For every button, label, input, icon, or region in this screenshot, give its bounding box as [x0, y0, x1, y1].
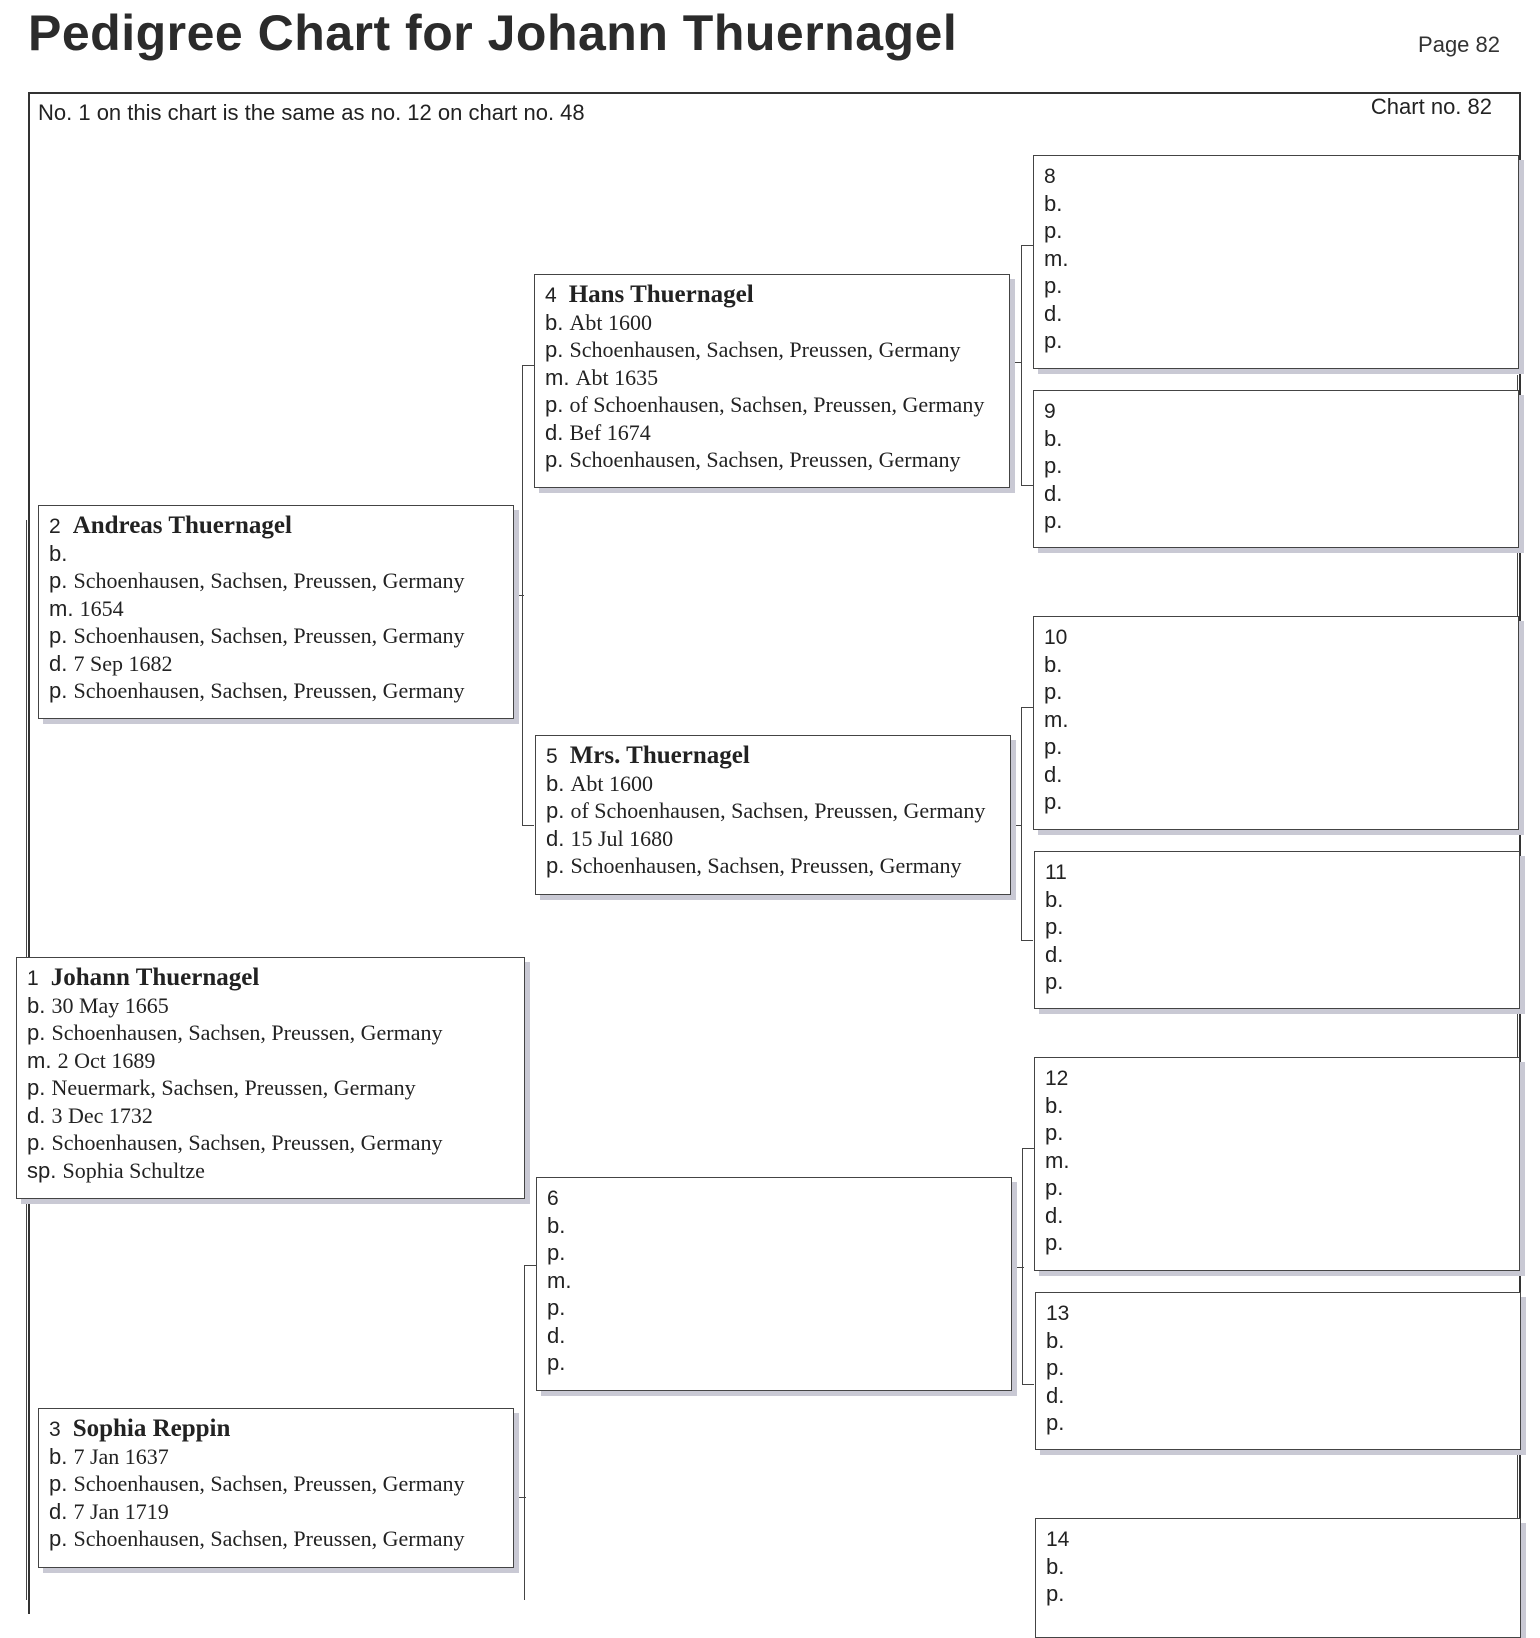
person-fact-row	[1046, 1354, 1520, 1382]
person-fact-row	[1046, 1580, 1520, 1608]
connector-line	[1021, 940, 1033, 941]
person-box-2[interactable]	[38, 505, 514, 719]
fact-label: m.	[1045, 1147, 1070, 1173]
fact-value: 30 May 1665	[51, 992, 169, 1018]
person-fact-row	[27, 1102, 524, 1130]
fact-label: b.	[1044, 651, 1063, 677]
person-fact-row	[1046, 1409, 1520, 1437]
fact-label: p.	[547, 1295, 566, 1320]
person-name: Mrs. Thuernagel	[569, 742, 750, 769]
person-fact-row	[1045, 886, 1519, 914]
fact-label: d.	[546, 825, 565, 851]
person-fact-row	[1044, 733, 1518, 761]
person-header	[1044, 623, 1518, 651]
person-fact-row	[1045, 1174, 1519, 1202]
connector-line	[1021, 485, 1033, 486]
person-number: 13	[1046, 1302, 1070, 1325]
person-fact-row	[49, 622, 513, 650]
person-fact-row	[1045, 1092, 1519, 1120]
fact-label: d.	[1046, 1382, 1065, 1408]
person-number: 2	[49, 515, 61, 538]
person-box-10[interactable]	[1033, 616, 1519, 830]
person-fact-row	[546, 825, 1010, 853]
fact-label: p.	[49, 1471, 68, 1496]
person-box-8[interactable]	[1033, 155, 1519, 369]
connector-line	[1010, 362, 1022, 363]
person-fact-row	[1046, 1553, 1520, 1581]
fact-value: Schoenhausen, Sachsen, Preussen, Germany	[569, 447, 961, 472]
fact-value: Schoenhausen, Sachsen, Preussen, Germany	[73, 623, 465, 648]
person-fact-row	[27, 1074, 524, 1102]
fact-label: p.	[1044, 734, 1063, 759]
person-box-14[interactable]	[1035, 1518, 1521, 1638]
connector-line	[1010, 825, 1022, 826]
fact-label: b.	[1044, 190, 1063, 216]
fact-label: m.	[545, 364, 570, 390]
connector-line	[522, 365, 534, 366]
chart-number: Chart no. 82	[1370, 94, 1492, 119]
person-number: 5	[546, 745, 558, 768]
person-number: 11	[1045, 861, 1067, 884]
fact-value: 1654	[79, 595, 124, 621]
person-header	[49, 512, 513, 540]
person-fact-row	[27, 992, 524, 1020]
person-fact-row	[1044, 651, 1518, 679]
fact-label: d.	[1044, 300, 1063, 326]
fact-label: p.	[27, 1020, 46, 1045]
person-fact-row	[1044, 761, 1518, 789]
person-fact-row	[545, 364, 1009, 392]
person-header	[1045, 1064, 1519, 1092]
person-box-12[interactable]	[1034, 1057, 1520, 1271]
fact-value: 7 Jan 1637	[73, 1443, 169, 1469]
fact-label: d.	[49, 650, 68, 676]
person-header	[545, 281, 1009, 309]
fact-value: Schoenhausen, Sachsen, Preussen, Germany	[73, 1526, 465, 1551]
fact-label: p.	[546, 798, 565, 823]
person-header	[546, 742, 1010, 770]
fact-label: sp.	[27, 1157, 57, 1183]
fact-value: Sophia Schultze	[62, 1157, 205, 1183]
person-box-3[interactable]	[38, 1408, 514, 1568]
person-number: 1	[27, 967, 39, 990]
fact-label: d.	[545, 419, 564, 445]
person-fact-row	[27, 1129, 524, 1157]
fact-label: m.	[49, 595, 74, 621]
person-header	[1044, 162, 1518, 190]
fact-label: p.	[1044, 218, 1063, 243]
fact-label: d.	[1044, 480, 1063, 506]
person-fact-row	[49, 595, 513, 623]
person-number: 14	[1046, 1528, 1070, 1551]
fact-value: Schoenhausen, Sachsen, Preussen, Germany	[73, 678, 465, 703]
person-fact-row	[49, 1443, 513, 1471]
connector-line	[1022, 1148, 1034, 1149]
connector-line	[1022, 1148, 1023, 1384]
fact-label: p.	[1044, 273, 1063, 298]
person-header	[27, 964, 524, 992]
connector-line	[1517, 1010, 1518, 1060]
person-box-9[interactable]	[1033, 390, 1519, 548]
fact-label: d.	[1044, 761, 1063, 787]
person-fact-row	[547, 1349, 1011, 1377]
fact-label: d.	[547, 1322, 566, 1348]
fact-label: p.	[545, 337, 564, 362]
person-fact-row	[27, 1019, 524, 1047]
connector-line	[1021, 245, 1022, 485]
fact-label: m.	[27, 1047, 52, 1073]
person-header	[1046, 1525, 1520, 1553]
fact-label: m.	[1044, 706, 1069, 732]
person-name: Andreas Thuernagel	[72, 512, 292, 539]
person-fact-row	[1045, 941, 1519, 969]
person-header	[1046, 1299, 1520, 1327]
fact-value: Schoenhausen, Sachsen, Preussen, Germany	[569, 337, 961, 362]
connector-line	[524, 1265, 525, 1600]
fact-label: p.	[1045, 914, 1064, 939]
fact-label: p.	[27, 1075, 46, 1100]
fact-value: of Schoenhausen, Sachsen, Preussen, Germany	[569, 392, 985, 417]
person-fact-row	[547, 1267, 1011, 1295]
fact-label: p.	[1044, 328, 1063, 353]
person-fact-row	[49, 650, 513, 678]
person-fact-row	[1044, 327, 1518, 355]
fact-label: b.	[1044, 425, 1063, 451]
person-fact-row	[545, 391, 1009, 419]
person-fact-row	[545, 446, 1009, 474]
fact-value: 7 Sep 1682	[73, 650, 173, 676]
person-fact-row	[1046, 1327, 1520, 1355]
fact-label: p.	[1045, 1230, 1064, 1255]
fact-label: d.	[27, 1102, 46, 1128]
person-box-13[interactable]	[1035, 1292, 1521, 1450]
person-fact-row	[546, 852, 1010, 880]
person-fact-row	[1045, 1229, 1519, 1257]
fact-label: p.	[1044, 679, 1063, 704]
fact-label: b.	[1046, 1327, 1065, 1353]
person-name: Hans Thuernagel	[568, 281, 754, 308]
person-fact-row	[1044, 217, 1518, 245]
person-header	[1045, 858, 1519, 886]
person-fact-row	[547, 1322, 1011, 1350]
person-fact-row	[1044, 190, 1518, 218]
person-fact-row	[27, 1157, 524, 1185]
fact-value: Bef 1674	[569, 419, 651, 445]
person-header	[547, 1184, 1011, 1212]
person-name: Sophia Reppin	[72, 1415, 231, 1442]
person-name: Johann Thuernagel	[50, 964, 260, 991]
fact-label: p.	[1046, 1581, 1065, 1606]
fact-label: p.	[49, 678, 68, 703]
person-fact-row	[1044, 272, 1518, 300]
person-fact-row	[1044, 507, 1518, 535]
page-title: Pedigree Chart for Johann Thuernagel	[28, 5, 958, 61]
person-fact-row	[1044, 245, 1518, 273]
person-fact-row	[1045, 1119, 1519, 1147]
fact-label: b.	[49, 540, 68, 566]
fact-value: Schoenhausen, Sachsen, Preussen, Germany	[73, 568, 465, 593]
fact-label: d.	[49, 1498, 68, 1524]
person-fact-row	[1045, 913, 1519, 941]
person-fact-row	[49, 1525, 513, 1553]
fact-label: m.	[547, 1267, 572, 1293]
fact-label: p.	[545, 392, 564, 417]
person-fact-row	[49, 677, 513, 705]
fact-value: Schoenhausen, Sachsen, Preussen, Germany	[73, 1471, 465, 1496]
fact-label: p.	[1044, 508, 1063, 533]
fact-label: p.	[1046, 1355, 1065, 1380]
person-number: 9	[1044, 400, 1056, 423]
fact-value: of Schoenhausen, Sachsen, Preussen, Germany	[570, 798, 986, 823]
fact-label: p.	[1045, 1120, 1064, 1145]
person-fact-row	[1044, 300, 1518, 328]
fact-value: 2 Oct 1689	[57, 1047, 156, 1073]
fact-label: b.	[545, 309, 564, 335]
person-number: 8	[1044, 165, 1056, 188]
fact-label: p.	[1044, 789, 1063, 814]
fact-label: d.	[1045, 941, 1064, 967]
person-fact-row	[1044, 678, 1518, 706]
fact-value: 7 Jan 1719	[73, 1498, 169, 1524]
fact-label: b.	[547, 1212, 566, 1238]
person-fact-row	[49, 1470, 513, 1498]
person-number: 4	[545, 284, 557, 307]
connector-line	[1021, 707, 1022, 940]
fact-label: p.	[547, 1350, 566, 1375]
fact-value: 3 Dec 1732	[51, 1102, 153, 1128]
person-fact-row	[1046, 1382, 1520, 1410]
fact-value: Abt 1600	[569, 309, 652, 335]
fact-label: p.	[1046, 1410, 1065, 1435]
person-number: 6	[547, 1187, 559, 1210]
connector-line	[1517, 548, 1518, 618]
fact-label: b.	[27, 992, 46, 1018]
person-fact-row	[547, 1294, 1011, 1322]
fact-label: p.	[1045, 1175, 1064, 1200]
person-fact-row	[49, 567, 513, 595]
person-fact-row	[1044, 788, 1518, 816]
person-fact-row	[545, 336, 1009, 364]
person-fact-row	[547, 1212, 1011, 1240]
connector-line	[1021, 707, 1033, 708]
fact-label: b.	[546, 770, 565, 796]
person-box-1[interactable]	[16, 957, 525, 1199]
person-box-6[interactable]	[536, 1177, 1012, 1391]
fact-label: b.	[1046, 1553, 1065, 1579]
person-header	[1044, 397, 1518, 425]
fact-label: p.	[27, 1130, 46, 1155]
fact-label: b.	[49, 1443, 68, 1469]
fact-value: Neuermark, Sachsen, Preussen, Germany	[51, 1075, 416, 1100]
person-fact-row	[1044, 425, 1518, 453]
person-box-5[interactable]	[535, 735, 1011, 895]
fact-label: d.	[1045, 1202, 1064, 1228]
person-number: 12	[1045, 1067, 1069, 1090]
person-fact-row	[545, 309, 1009, 337]
person-fact-row	[49, 1498, 513, 1526]
page-number: Page 82	[1418, 32, 1500, 57]
fact-label: p.	[49, 568, 68, 593]
person-header	[49, 1415, 513, 1443]
person-number: 10	[1044, 626, 1068, 649]
person-fact-row	[1044, 452, 1518, 480]
fact-value: 15 Jul 1680	[570, 825, 674, 851]
fact-label: b.	[1045, 886, 1064, 912]
connector-line	[1012, 1267, 1024, 1268]
fact-label: p.	[545, 447, 564, 472]
connector-line	[1021, 245, 1033, 246]
fact-label: p.	[547, 1240, 566, 1265]
person-fact-row	[27, 1047, 524, 1075]
fact-label: m.	[1044, 245, 1069, 271]
person-fact-row	[546, 770, 1010, 798]
fact-label: p.	[49, 1526, 68, 1551]
connector-line	[524, 1265, 536, 1266]
person-fact-row	[546, 797, 1010, 825]
connector-line	[514, 1497, 526, 1498]
chart-note: No. 1 on this chart is the same as no. 12 on chart no. 48	[38, 100, 585, 125]
fact-value: Schoenhausen, Sachsen, Preussen, Germany	[51, 1130, 443, 1155]
fact-value: Abt 1635	[575, 364, 659, 390]
person-fact-row	[1045, 1202, 1519, 1230]
fact-value: Abt 1600	[570, 770, 653, 796]
person-number: 3	[49, 1418, 61, 1441]
fact-label: p.	[1044, 453, 1063, 478]
person-fact-row	[1045, 1147, 1519, 1175]
fact-label: b.	[1045, 1092, 1064, 1118]
fact-value: Schoenhausen, Sachsen, Preussen, Germany	[51, 1020, 443, 1045]
fact-label: p.	[546, 853, 565, 878]
connector-line	[1022, 1384, 1034, 1385]
person-fact-row	[1044, 480, 1518, 508]
person-fact-row	[545, 419, 1009, 447]
person-fact-row	[49, 540, 513, 568]
fact-label: p.	[1045, 969, 1064, 994]
person-fact-row	[1045, 968, 1519, 996]
fact-label: p.	[49, 623, 68, 648]
person-box-4[interactable]	[534, 274, 1010, 488]
connector-line	[522, 825, 534, 826]
fact-value: Schoenhausen, Sachsen, Preussen, Germany	[570, 853, 962, 878]
person-box-11[interactable]	[1034, 851, 1520, 1009]
person-fact-row	[1044, 706, 1518, 734]
person-fact-row	[547, 1239, 1011, 1267]
